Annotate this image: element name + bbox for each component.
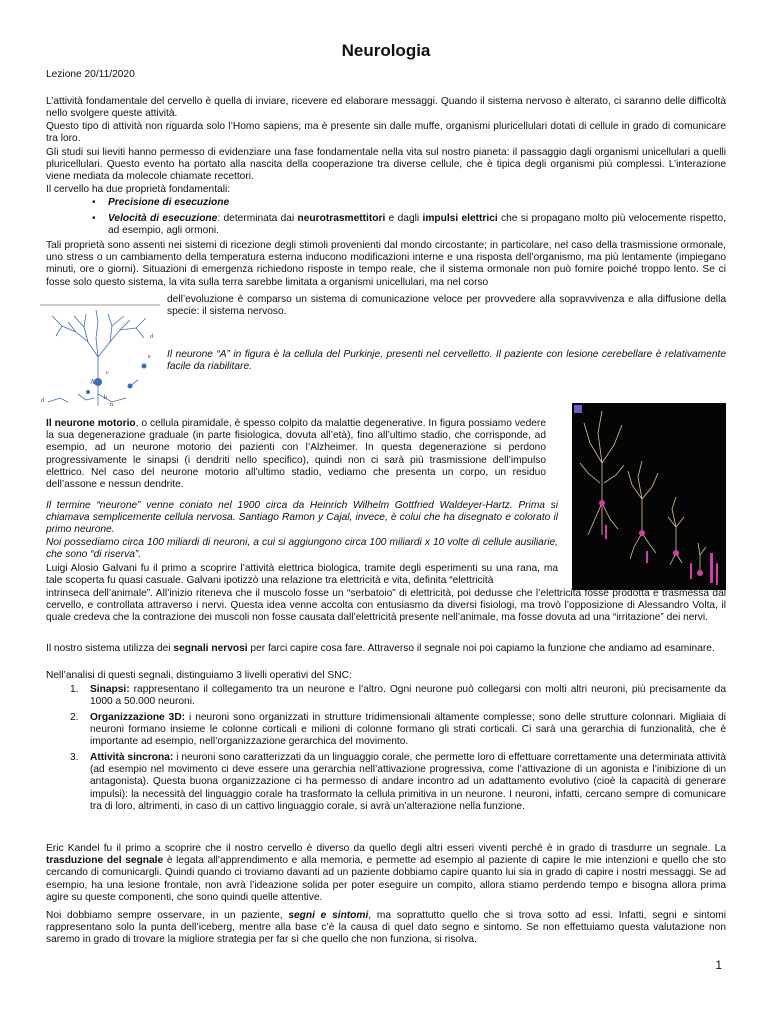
bullet-marker: •	[92, 213, 96, 224]
figure-caption: Il neurone “A” in figura è la cellula del Purkinje, presenti nel cervelletto. Il paziente con lesione cerebellare è relativamente facile da riabilitare.	[167, 349, 726, 373]
paragraph-2: Questo tipo di attività non riguarda solo l’Homo sapiens, ma è presente sin dalle muffe, organismi pluricellulari dotati di cellule in grado di comunicare tra loro.	[46, 121, 726, 145]
paragraph-9b: intrinseca dell’animale”. All’inizio riteneva che il muscolo fosse un “serbatoio” di elettricità, poi dedusse che l’elettricità fosse prodotta e trasmessa dal cervello, e controllata attraverso i nervi. Questa idea venne accolta con entusiasmo da diversi fisiologi, ma trovò l’opposizione di Alessandro Volta, il quale credeva che la contrazione dei muscoli non fosse causata dall’elettricità presente nell’animale, ma fosse dovuta ad una “irritazione” dei nervi.	[46, 588, 726, 624]
paragraph-9a: Luigi Alosio Galvani fu il primo a scoprire l’attività elettrica biologica, tramite degli esperimenti su una rana, ma tale scoperta fu quasi casuale. Galvani ipotizzò una relazione tra elettricità e vita, definita “elettricità	[46, 563, 558, 587]
paragraph-8: Noi possediamo circa 100 miliardi di neuroni, a cui si aggiungono circa 100 miliardi x 10 volte di cellule ausiliarie, che sono “di riserva”.	[46, 537, 558, 561]
lesson-date: Lezione 20/11/2020	[46, 69, 135, 80]
paragraph-5b: dell’evoluzione è comparso un sistema di comunicazione veloce per provvedere alla sopravvivenza e alla diffusione della specie: il sistema nervoso.	[167, 294, 726, 318]
paragraph-4: Il cervello ha due proprietà fondamentali:	[46, 184, 231, 195]
list-item: Sinapsi: rappresentano il collegamento tra un neurone e l’altro. Ogni neurone può collegarsi con molti altri neuroni, più precisamente da 1000 a 50.000 neuroni.	[90, 684, 726, 708]
figure-label-c: c	[106, 370, 109, 376]
bullet-1: Precisione di esecuzione	[108, 197, 230, 208]
figure-label-b: b	[104, 395, 107, 401]
paragraph-11: Nell’analisi di questi segnali, distinguiamo 3 livelli operativi del SNC:	[46, 670, 352, 681]
list-number: 3.	[70, 752, 79, 763]
paragraph-10: Il nostro sistema utilizza dei segnali nervosi per farci capire cosa fare. Attraverso il segnale noi poi capiamo la funzione che andiamo ad esaminare.	[46, 643, 715, 654]
list-number: 2.	[70, 712, 79, 723]
figure-label-d: d	[150, 334, 153, 340]
list-item: Organizzazione 3D: i neuroni sono organizzati in strutture tridimensionali altamente complesse; sono delle strutture colonnari. Migliaia di neuroni formano insieme le colonne corticali e milioni di colonne formano gli strati corticali. Ci sarà una gerarchia di funzionalità, che è importante ad esempio, nell’organizzazione gerarchica del movimento.	[90, 712, 727, 748]
bullet-2: Velocità di esecuzione: determinata dai neurotrasmettitori e dagli impulsi elettrici che si propagano molto più velocemente rispetto, ad esempio, agli ormoni.	[108, 213, 727, 237]
page-title: Neurologia	[341, 41, 431, 60]
paragraph-13: Noi dobbiamo sempre osservare, in un paziente, segni e sintomi, ma soprattutto quello che si trova sotto ad essi. Infatti, segni e sintomi rappresentano solo la punta dell’iceberg, mentre alla base c’è la causa di quel dato segno e sintomo. Se non effettuiamo questa valutazione non saremo in grado di trovare la migliore strategia per far sì che quello che non funziona, si risolva.	[46, 910, 726, 946]
purkinje-figure	[38, 302, 162, 410]
bullet-marker: •	[92, 197, 96, 208]
figure-label-n: n	[110, 402, 113, 408]
paragraph-1: L’attività fondamentale del cervello è quella di inviare, ricevere ed elaborare messaggi. Quando il sistema nervoso è alterato, ci saranno delle difficoltà nello svolgere queste attività.	[46, 96, 726, 120]
paragraph-7: Il termine “neurone” venne coniato nel 1900 circa da Heinrich Wilhelm Gottfried Waldeyer-Hartz. Prima si chiamava semplicemente cellula nervosa. Santiago Ramon y Cajal, invece, è colui che ha disegnato e colorato il primo neurone.	[46, 500, 558, 536]
list-item: Attività sincrona: i neuroni sono caratterizzati da un linguaggio corale, che permette loro di effettuare correttamente una determinata attività (ad esempio nel movimento ci deve essere una gerarchia nell’attivazione progressiva, come l’attivazione di un agonista e l’inibizione di un antagonista). Questa buona organizzazione ci ha permesso di andare incontro ad un adattamento evolutivo (cioè la capacità di generare impulsi): la necessità del linguaggio corale ha trasformato la cellula primitiva in un neurone. I neuroni, infatti, cercano sempre di comunicare tra di loro, altrimenti, in caso di un cattivo linguaggio corale, si avrà un’alterazione nella funzione.	[90, 752, 726, 812]
figure-label-e: e	[148, 354, 151, 360]
figure-label-a: A	[90, 378, 96, 386]
paragraph-6: Il neurone motorio, o cellula piramidale, è spesso colpito da malattie degenerative. In figura possiamo vedere la sua degenerazione graduale (in parte fisiologica, dovuta all’età), fino all’ultimo stadio, che corrisponde, ad esempio, ad un neurone motorio dei pazienti con l’Alzheimer. In questa degenerazione si perdono progressivamente le sinapsi (i dendriti nello specifico), quindi non ci sarà più trasmissione dell’impulso elettrico. Nel caso del neurone motorio all’ultimo stadio, vediamo che presenta un corpo, un residuo dell’assone e nessun dendrite.	[46, 418, 546, 491]
paragraph-3: Gli studi sui lieviti hanno permesso di evidenziare una fase fondamentale nella vita sul nostro pianeta: il passaggio dagli organismi unicellulari a quelli pluricellulari. Questo evento ha portato alla nascita della cooperazione tra diverse cellule, che è tipica degli organismi più complessi. L’interazione viene mediata da molecole chiamate recettori.	[46, 147, 726, 183]
pyramidal-neurons-figure	[572, 403, 726, 590]
figure-label-d: d	[41, 398, 44, 404]
paragraph-5: Tali proprietà sono assenti nei sistemi di ricezione degli stimoli provenienti dal mondo circostante; in particolare, nel caso della trasmissione ormonale, uno stress o un cambiamento della temperatura esterna inducono modificazioni interne e una risposta dell’organismo, ma più lentamente (impiegano minuti, ore o giorni). Situazioni di emergenza richiedono risposte in tempo reale, che il sistema ormonale non può fornire poiché troppo lento. Se ci fosse solo questo sistema, la vita sulla terra sarebbe limitata a organismi unicellulari, ma nel corso	[46, 240, 726, 288]
list-number: 1.	[70, 684, 79, 695]
page-number: 1	[715, 958, 722, 972]
paragraph-12: Eric Kandel fu il primo a scoprire che il nostro cervello è diverso da quello degli altri esseri viventi perché è in grado di trasdurre un segnale. La trasduzione del segnale è legata all’apprendimento e alla memoria, e permette ad esempio al paziente di capire le mie intenzioni e quello che sto cercando di comunicargli. Quindi quando ci troviamo davanti ad un paziente dobbiamo capire quanto lui sia in grado di capire i nostri messaggi. Se ad esempio, ha una lesione frontale, non avrà l’ideazione solida per poter eseguire un compito, allora stiamo perdendo tempo e bisogna allora prima agire su queste componenti, che sono quindi quelle attentive.	[46, 843, 726, 903]
